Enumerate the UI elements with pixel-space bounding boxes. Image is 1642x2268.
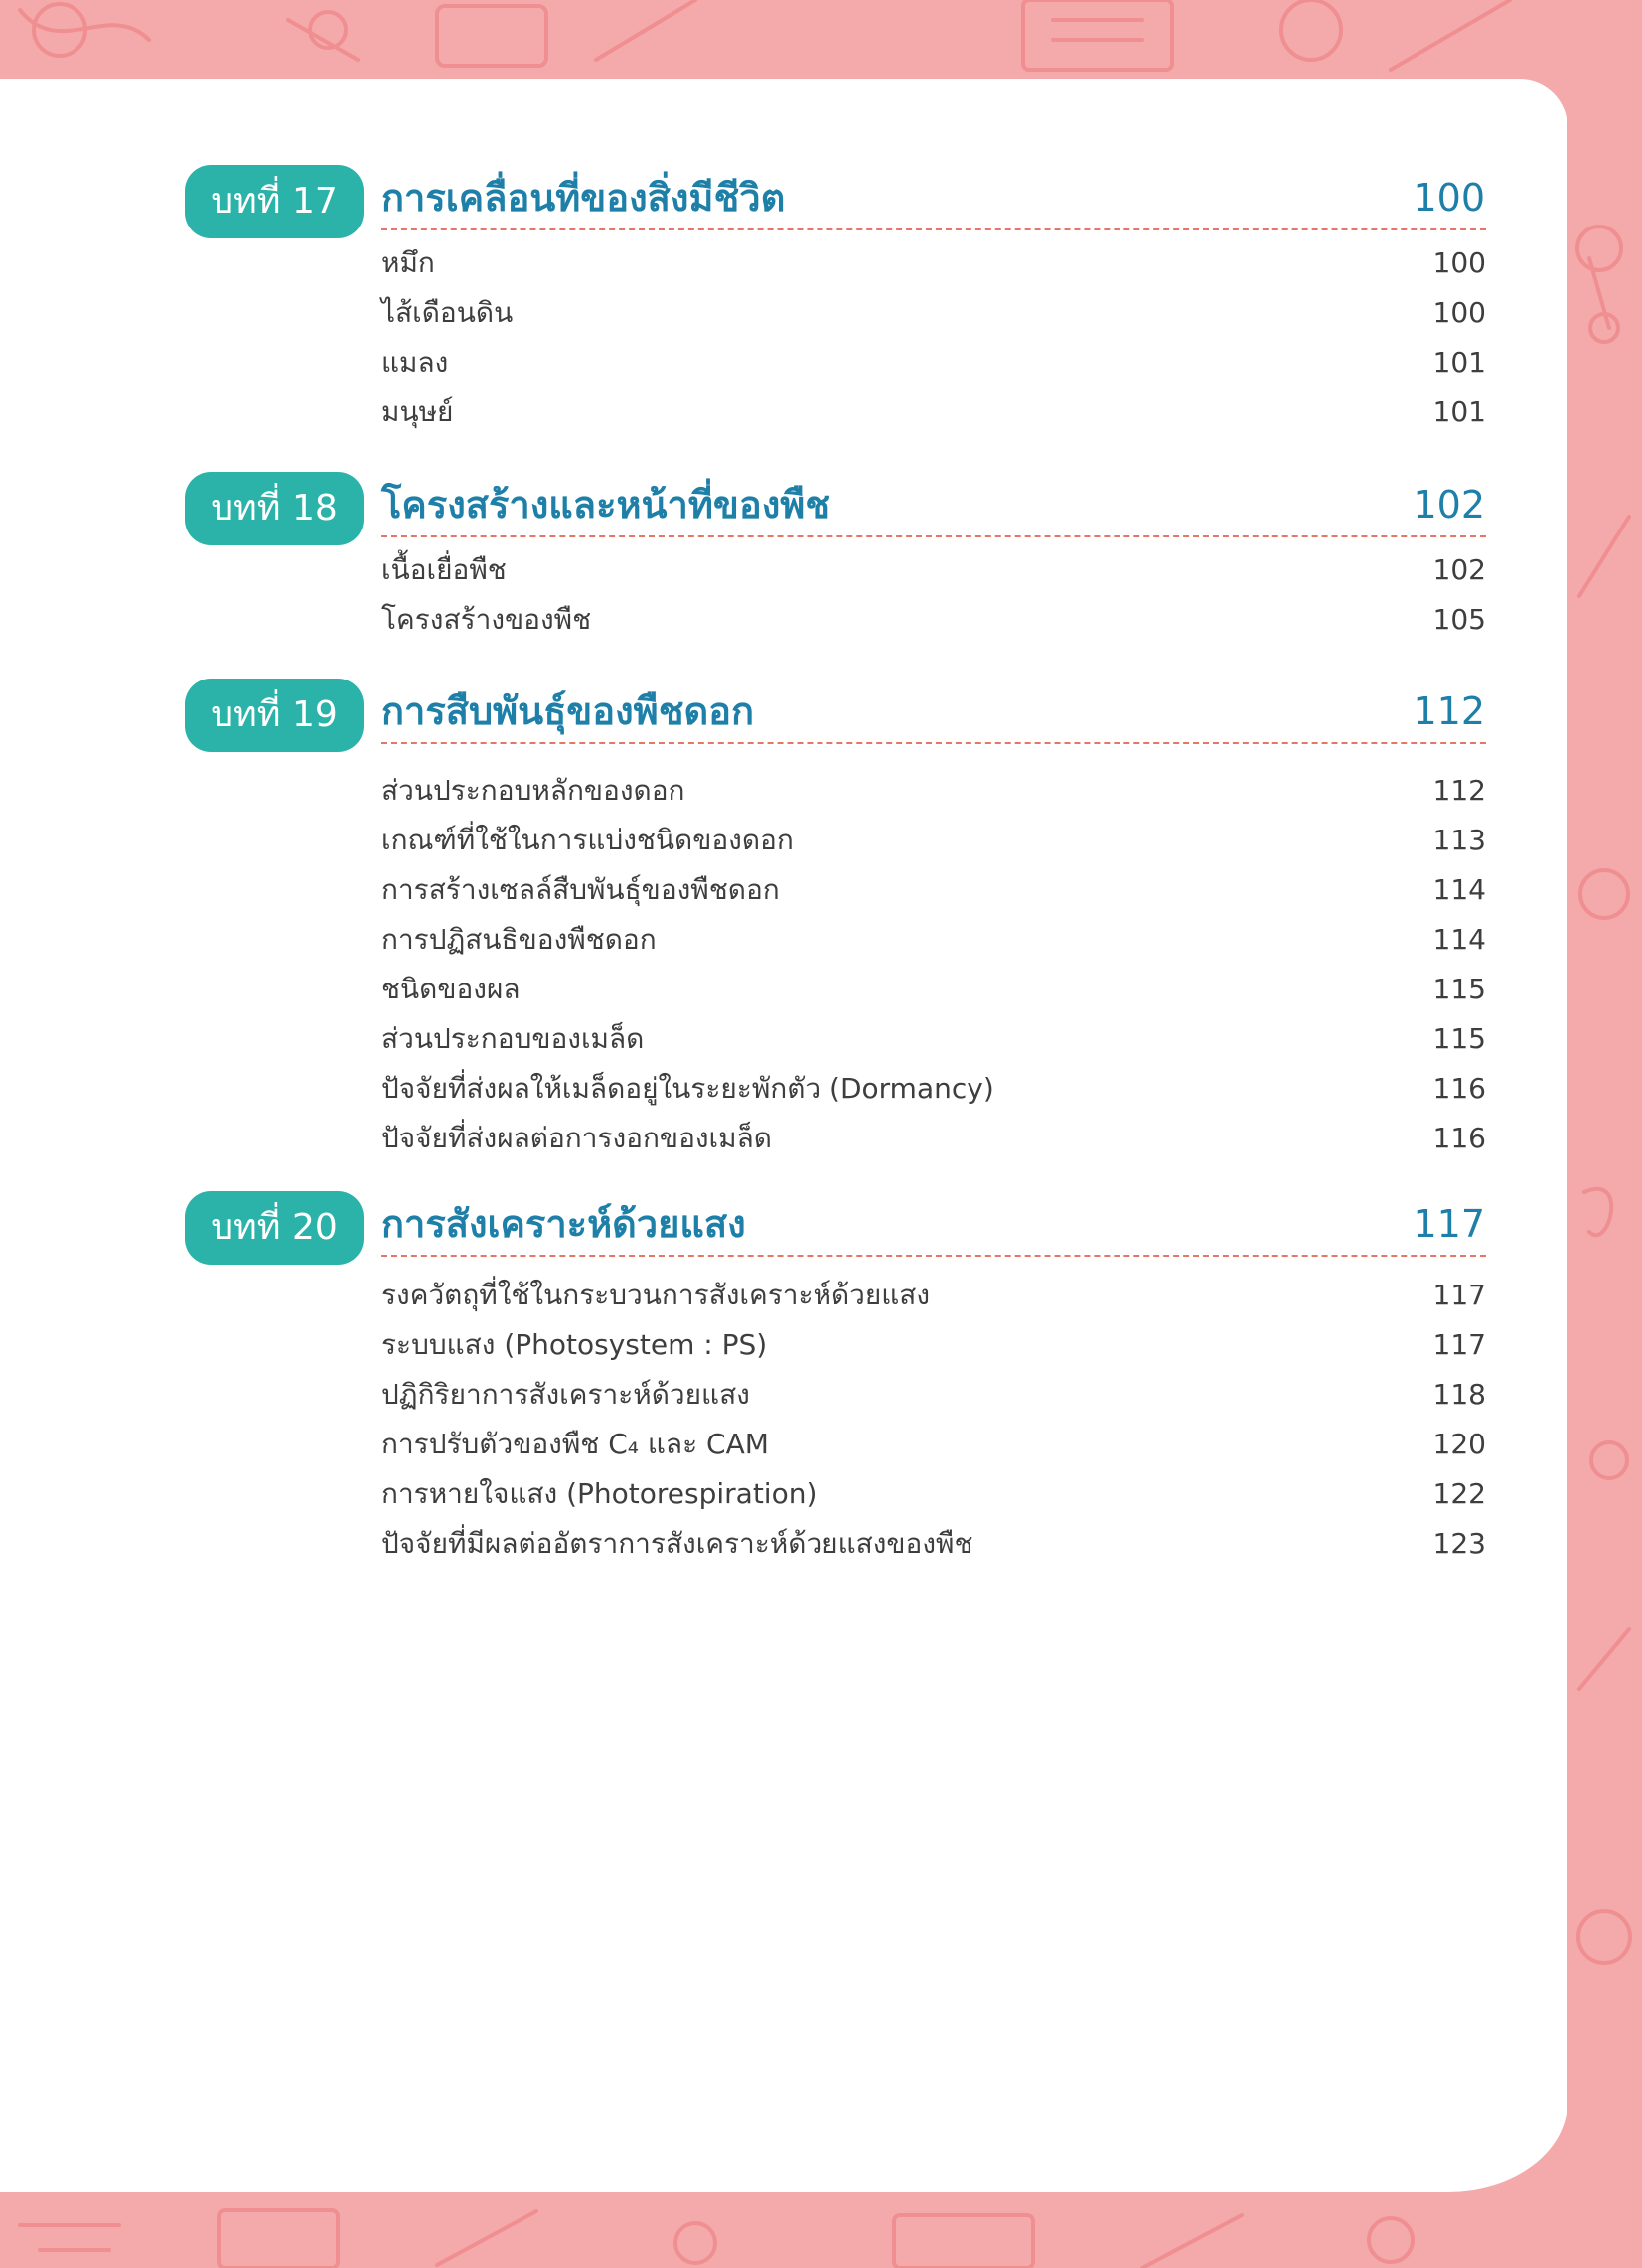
- toc-item-label: ปัจจัยที่ส่งผลให้เมล็ดอยู่ในระยะพักตัว (Dormancy): [381, 1072, 994, 1105]
- chapter-title[interactable]: การเคลื่อนที่ของสิ่งมีชีวิต: [381, 176, 786, 220]
- toc-item[interactable]: [381, 1114, 1486, 1163]
- toc-item-label: ปัจจัยที่มีผลต่ออัตราการสังเคราะห์ด้วยแสงของพืช: [381, 1527, 973, 1560]
- dashed-rule: [381, 228, 1486, 230]
- toc-item[interactable]: [381, 965, 1486, 1014]
- toc-item-page: 122: [1432, 1477, 1486, 1510]
- toc-items: [381, 238, 1486, 437]
- toc-item[interactable]: [381, 1064, 1486, 1114]
- toc-item-label: ส่วนประกอบของเมล็ด: [381, 1022, 645, 1055]
- toc-item-page: 116: [1432, 1072, 1486, 1105]
- dashed-rule: [381, 1255, 1486, 1257]
- toc-item[interactable]: [381, 387, 1486, 437]
- toc-item-label: มนุษย์: [381, 395, 454, 428]
- chapter-badge: บทที่ 19: [185, 679, 364, 752]
- toc-item-label: ไส้เดือนดิน: [381, 296, 514, 329]
- toc-items: [381, 1271, 1486, 1569]
- dashed-rule: [381, 742, 1486, 744]
- toc-item-label: ปฏิกิริยาการสังเคราะห์ด้วยแสง: [381, 1378, 750, 1411]
- toc-item-page: 115: [1432, 1022, 1486, 1055]
- toc-item-page: 101: [1432, 346, 1486, 378]
- toc-item-page: 100: [1432, 296, 1486, 329]
- toc-item-page: 114: [1432, 923, 1486, 956]
- toc-item-label: รงควัตถุที่ใช้ในกระบวนการสังเคราะห์ด้วยแสง: [381, 1279, 931, 1311]
- toc-item[interactable]: [381, 338, 1486, 387]
- toc-item-label: ปัจจัยที่ส่งผลต่อการงอกของเมล็ด: [381, 1122, 772, 1154]
- toc-items: [381, 545, 1486, 645]
- chapter-badge: บทที่ 20: [185, 1191, 364, 1265]
- toc-item[interactable]: [381, 865, 1486, 915]
- toc-item[interactable]: [381, 238, 1486, 288]
- toc-item-label: โครงสร้างของพืช: [381, 603, 592, 636]
- toc-item-page: 123: [1432, 1527, 1486, 1560]
- toc-item-label: การปรับตัวของพืช C₄ และ CAM: [381, 1428, 769, 1460]
- toc-item-label: ชนิดของผล: [381, 973, 521, 1005]
- toc-item-page: 113: [1432, 824, 1486, 856]
- toc-items: [381, 766, 1486, 1163]
- toc-item-page: 100: [1432, 246, 1486, 279]
- toc-item-page: 105: [1432, 603, 1486, 636]
- toc-item[interactable]: [381, 595, 1486, 645]
- chapter-title[interactable]: การสังเคราะห์ด้วยแสง: [381, 1202, 746, 1246]
- chapter-badge: บทที่ 18: [185, 472, 364, 545]
- toc-item[interactable]: [381, 288, 1486, 338]
- toc-item-label: การสร้างเซลล์สืบพันธุ์ของพืชดอก: [381, 873, 780, 906]
- toc-item[interactable]: [381, 816, 1486, 865]
- toc-item-label: เนื้อเยื่อพืช: [381, 553, 507, 586]
- toc-item-label: ระบบแสง (Photosystem : PS): [381, 1328, 768, 1361]
- chapter-title[interactable]: การสืบพันธุ์ของพืชดอก: [381, 689, 754, 733]
- toc-item-label: แมลง: [381, 346, 449, 378]
- dashed-rule: [381, 535, 1486, 537]
- toc-item[interactable]: [381, 1370, 1486, 1420]
- toc-item[interactable]: [381, 1420, 1486, 1469]
- chapter-title[interactable]: โครงสร้างและหน้าที่ของพืช: [381, 483, 831, 527]
- chapter-page-number: 102: [1413, 483, 1485, 527]
- toc-item-label: หมึก: [381, 246, 435, 279]
- toc-item-label: การหายใจแสง (Photorespiration): [381, 1477, 818, 1510]
- toc-item-page: 120: [1432, 1428, 1486, 1460]
- chapter-page-number: 117: [1413, 1202, 1485, 1246]
- toc-item-page: 102: [1432, 553, 1486, 586]
- chapter-page-number: 100: [1413, 176, 1485, 220]
- toc-item-page: 112: [1432, 774, 1486, 807]
- chapter-badge: บทที่ 17: [185, 165, 364, 238]
- toc-item[interactable]: [381, 545, 1486, 595]
- toc-item[interactable]: [381, 1271, 1486, 1320]
- toc-item-page: 117: [1432, 1279, 1486, 1311]
- toc-item-label: ส่วนประกอบหลักของดอก: [381, 774, 685, 807]
- toc-item[interactable]: [381, 1320, 1486, 1370]
- toc-item-label: เกณฑ์ที่ใช้ในการแบ่งชนิดของดอก: [381, 824, 794, 856]
- chapter-page-number: 112: [1413, 689, 1485, 733]
- toc-item-page: 101: [1432, 395, 1486, 428]
- toc-item-page: 118: [1432, 1378, 1486, 1411]
- toc-item[interactable]: [381, 766, 1486, 816]
- toc-item-page: 117: [1432, 1328, 1486, 1361]
- toc-item[interactable]: [381, 1519, 1486, 1569]
- toc-item[interactable]: [381, 1014, 1486, 1064]
- toc-item-page: 115: [1432, 973, 1486, 1005]
- toc-item[interactable]: [381, 1469, 1486, 1519]
- toc-item[interactable]: [381, 915, 1486, 965]
- toc-item-page: 116: [1432, 1122, 1486, 1154]
- toc-item-page: 114: [1432, 873, 1486, 906]
- toc-item-label: การปฏิสนธิของพืชดอก: [381, 923, 657, 956]
